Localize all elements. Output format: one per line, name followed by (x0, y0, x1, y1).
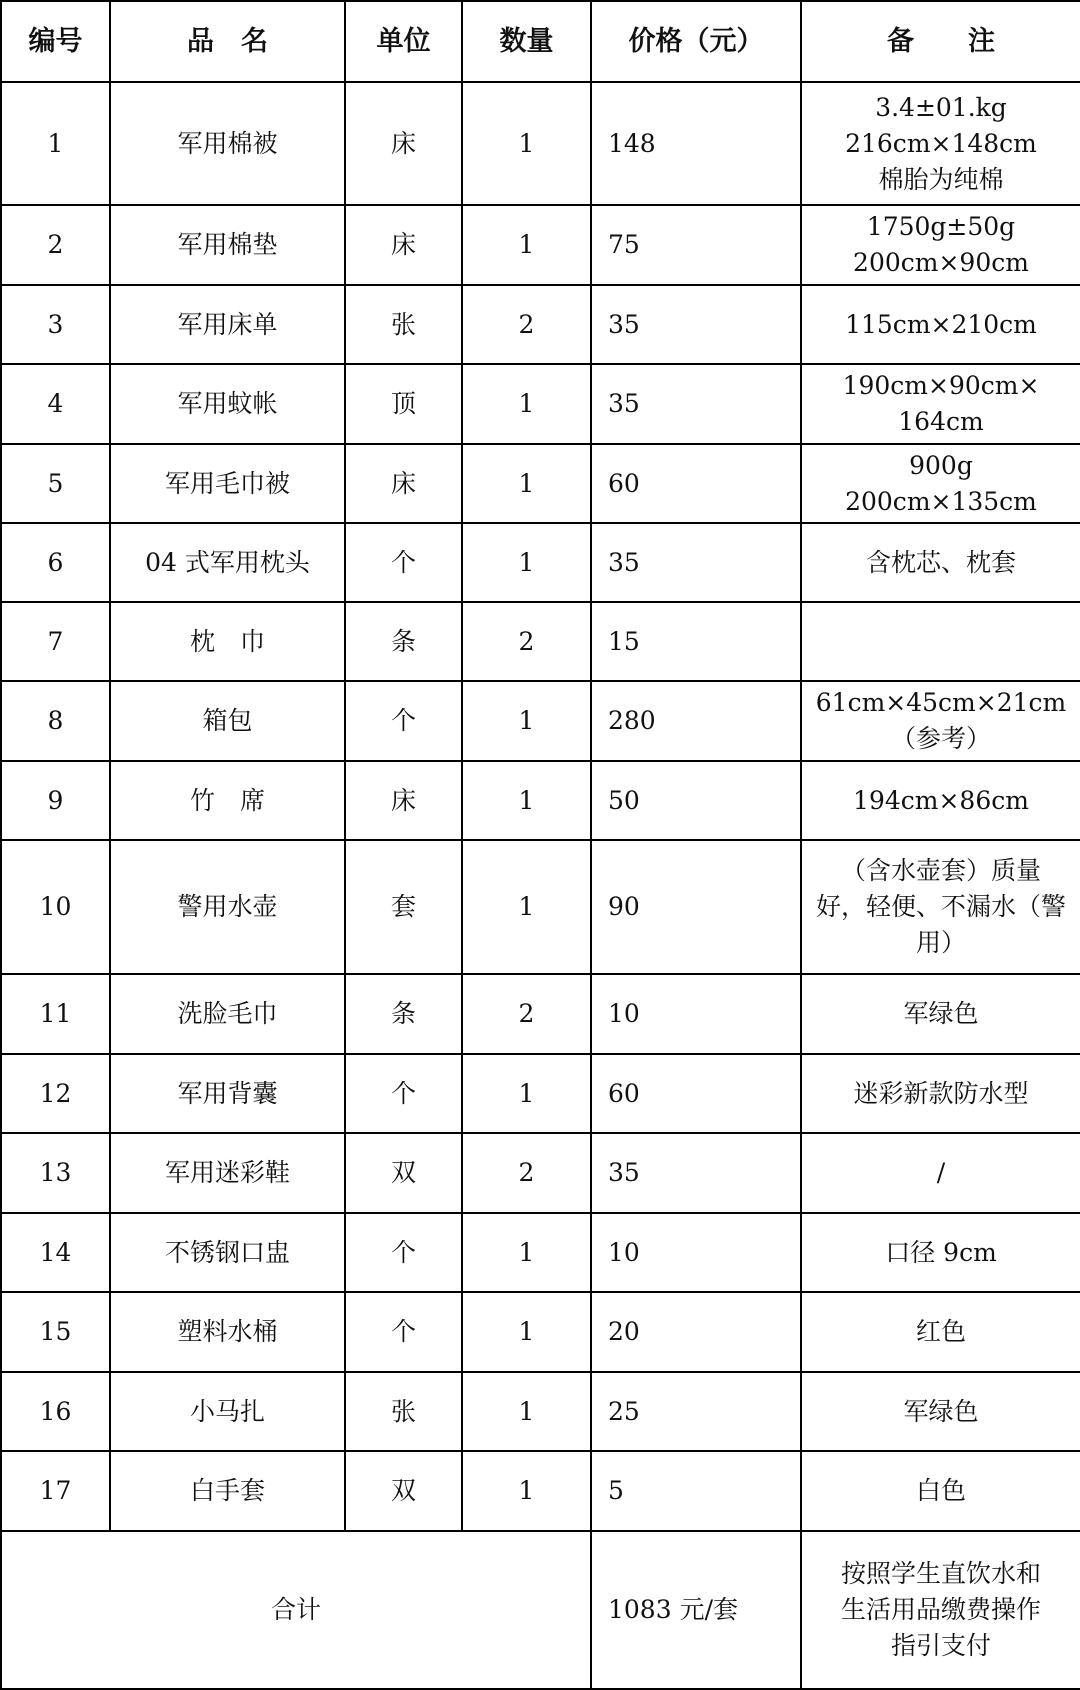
item-note (801, 761, 1080, 840)
table-row (1, 444, 1080, 523)
item-note (801, 1292, 1080, 1372)
item-note (801, 285, 1080, 364)
item-no: 17 (1, 1451, 110, 1531)
item-qty: 2 (462, 285, 591, 364)
item-unit: 双 (345, 1133, 462, 1213)
item-note (801, 205, 1080, 285)
item-name: 军用迷彩鞋 (110, 1133, 345, 1213)
item-price: 10 (591, 1213, 801, 1292)
item-note-line: 164cm (898, 407, 984, 436)
item-unit: 床 (345, 82, 462, 205)
header-name: 品 名 (110, 1, 345, 82)
header-price: 价格（元） (591, 1, 801, 82)
item-note-line: （参考） (890, 724, 991, 753)
item-qty: 1 (462, 1372, 591, 1451)
item-qty: 1 (462, 205, 591, 285)
item-note-line: 军绿色 (903, 1396, 979, 1426)
item-name: 军用背囊 (110, 1054, 345, 1133)
item-name: 竹 席 (110, 761, 345, 840)
table-row (1, 761, 1080, 840)
item-price: 60 (591, 1054, 801, 1133)
item-unit: 张 (345, 285, 462, 364)
item-note-line: 棉胎为纯棉 (878, 164, 1004, 194)
item-note-line: 216cm×148cm (845, 128, 1037, 158)
item-no: 7 (1, 602, 110, 681)
item-note-line: 红色 (915, 1317, 966, 1346)
item-no: 13 (1, 1133, 110, 1213)
item-note (801, 523, 1080, 602)
table-row (1, 602, 1080, 681)
total-price: 1083 元/套 (591, 1531, 801, 1689)
item-no: 12 (1, 1054, 110, 1133)
item-no: 10 (1, 840, 110, 974)
item-name: 军用棉垫 (110, 205, 345, 285)
item-qty: 1 (462, 1451, 591, 1531)
item-price: 5 (591, 1451, 801, 1531)
item-note-line: 迷彩新款防水型 (853, 1078, 1029, 1108)
item-note-line: 口径 9cm (885, 1237, 997, 1267)
item-note (801, 1372, 1080, 1451)
item-note (801, 82, 1080, 205)
item-note (801, 602, 1080, 681)
item-unit: 顶 (345, 364, 462, 444)
table-row (1, 974, 1080, 1054)
item-qty: 1 (462, 1054, 591, 1133)
header-qty: 数量 (462, 1, 591, 82)
table-row (1, 205, 1080, 285)
item-no: 11 (1, 974, 110, 1054)
item-note (801, 364, 1080, 444)
item-price: 90 (591, 840, 801, 974)
header-unit: 单位 (345, 1, 462, 82)
item-no: 14 (1, 1213, 110, 1292)
item-name: 塑料水桶 (110, 1292, 345, 1372)
item-price: 20 (591, 1292, 801, 1372)
item-note-line: 用） (915, 928, 966, 957)
item-name: 不锈钢口盅 (110, 1213, 345, 1292)
item-name: 军用床单 (110, 285, 345, 364)
item-unit: 张 (345, 1372, 462, 1451)
item-unit: 个 (345, 1054, 462, 1133)
table-row (1, 1133, 1080, 1213)
item-qty: 1 (462, 681, 591, 761)
item-note-line: / (936, 1158, 946, 1187)
item-note (801, 840, 1080, 974)
item-no: 5 (1, 444, 110, 523)
item-price: 280 (591, 681, 801, 761)
table-row (1, 523, 1080, 602)
item-no: 1 (1, 82, 110, 205)
item-price: 10 (591, 974, 801, 1054)
item-name: 枕 巾 (110, 602, 345, 681)
item-qty: 1 (462, 840, 591, 974)
table-row (1, 285, 1080, 364)
item-name: 箱包 (110, 681, 345, 761)
total-note (801, 1531, 1080, 1689)
item-note-line: 61cm×45cm×21cm (815, 688, 1067, 717)
item-note-line: （含水壶套）质量 (840, 856, 1041, 885)
total-row (1, 1531, 1080, 1689)
item-name: 军用蚊帐 (110, 364, 345, 444)
header-no: 编号 (1, 1, 110, 82)
item-price: 35 (591, 364, 801, 444)
item-note-line: 白色 (915, 1476, 966, 1505)
total-note-line: 生活用品缴费操作 (840, 1595, 1041, 1624)
item-unit: 床 (345, 444, 462, 523)
table-row (1, 364, 1080, 444)
item-price: 35 (591, 523, 801, 602)
item-no: 2 (1, 205, 110, 285)
header-note: 备 注 (801, 1, 1080, 82)
item-price: 75 (591, 205, 801, 285)
item-qty: 2 (462, 974, 591, 1054)
item-no: 16 (1, 1372, 110, 1451)
table-row (1, 1054, 1080, 1133)
item-qty: 2 (462, 1133, 591, 1213)
item-note (801, 444, 1080, 523)
item-name: 小马扎 (110, 1372, 345, 1451)
item-qty: 1 (462, 1292, 591, 1372)
item-note-line: 194cm×86cm (853, 785, 1029, 815)
item-price: 35 (591, 1133, 801, 1213)
item-qty: 1 (462, 523, 591, 602)
item-note (801, 1133, 1080, 1213)
item-name: 白手套 (110, 1451, 345, 1531)
table-row (1, 1451, 1080, 1531)
item-unit: 套 (345, 840, 462, 974)
item-unit: 个 (345, 681, 462, 761)
item-note-line: 好，轻便、不漏水（警 (815, 892, 1066, 921)
item-note (801, 1451, 1080, 1531)
item-note-line: 200cm×135cm (845, 486, 1037, 516)
table-row (1, 840, 1080, 974)
item-name: 警用水壶 (110, 840, 345, 974)
item-note-line: 3.4±01.kg (875, 92, 1007, 122)
item-no: 4 (1, 364, 110, 444)
item-no: 8 (1, 681, 110, 761)
table-row (1, 1372, 1080, 1451)
item-note-line: 190cm×90cm× (842, 371, 1040, 400)
item-note-line: 1750g±50g (866, 212, 1016, 241)
item-no: 9 (1, 761, 110, 840)
item-note-line: 含枕芯、枕套 (865, 547, 1016, 577)
item-price: 25 (591, 1372, 801, 1451)
item-note-line: 200cm×90cm (853, 248, 1029, 277)
item-qty: 1 (462, 444, 591, 523)
item-note-line: 115cm×210cm (845, 309, 1037, 339)
item-note-line: 军绿色 (903, 999, 979, 1028)
item-unit: 条 (345, 974, 462, 1054)
item-unit: 床 (345, 761, 462, 840)
item-name: 军用毛巾被 (110, 444, 345, 523)
item-note-line: 900g (909, 450, 973, 480)
item-unit: 个 (345, 523, 462, 602)
item-unit: 双 (345, 1451, 462, 1531)
item-price: 60 (591, 444, 801, 523)
item-qty: 1 (462, 82, 591, 205)
total-label: 合计 (1, 1531, 591, 1689)
total-note-line: 按照学生直饮水和 (840, 1559, 1041, 1588)
total-note-line: 指引支付 (890, 1631, 991, 1660)
item-unit: 条 (345, 602, 462, 681)
item-unit: 个 (345, 1292, 462, 1372)
item-qty: 1 (462, 761, 591, 840)
table-row (1, 1213, 1080, 1292)
item-qty: 1 (462, 364, 591, 444)
item-name: 04 式军用枕头 (110, 523, 345, 602)
item-note (801, 1054, 1080, 1133)
item-no: 6 (1, 523, 110, 602)
item-price: 50 (591, 761, 801, 840)
table-row (1, 82, 1080, 205)
table-row (1, 1292, 1080, 1372)
table-row (1, 681, 1080, 761)
item-name: 军用棉被 (110, 82, 345, 205)
item-unit: 个 (345, 1213, 462, 1292)
item-qty: 2 (462, 602, 591, 681)
item-price: 15 (591, 602, 801, 681)
item-price: 148 (591, 82, 801, 205)
header-row (1, 1, 1080, 82)
item-no: 3 (1, 285, 110, 364)
item-note (801, 1213, 1080, 1292)
item-price: 35 (591, 285, 801, 364)
item-unit: 床 (345, 205, 462, 285)
item-note (801, 681, 1080, 761)
item-no: 15 (1, 1292, 110, 1372)
item-note (801, 974, 1080, 1054)
item-qty: 1 (462, 1213, 591, 1292)
item-name: 洗脸毛巾 (110, 974, 345, 1054)
